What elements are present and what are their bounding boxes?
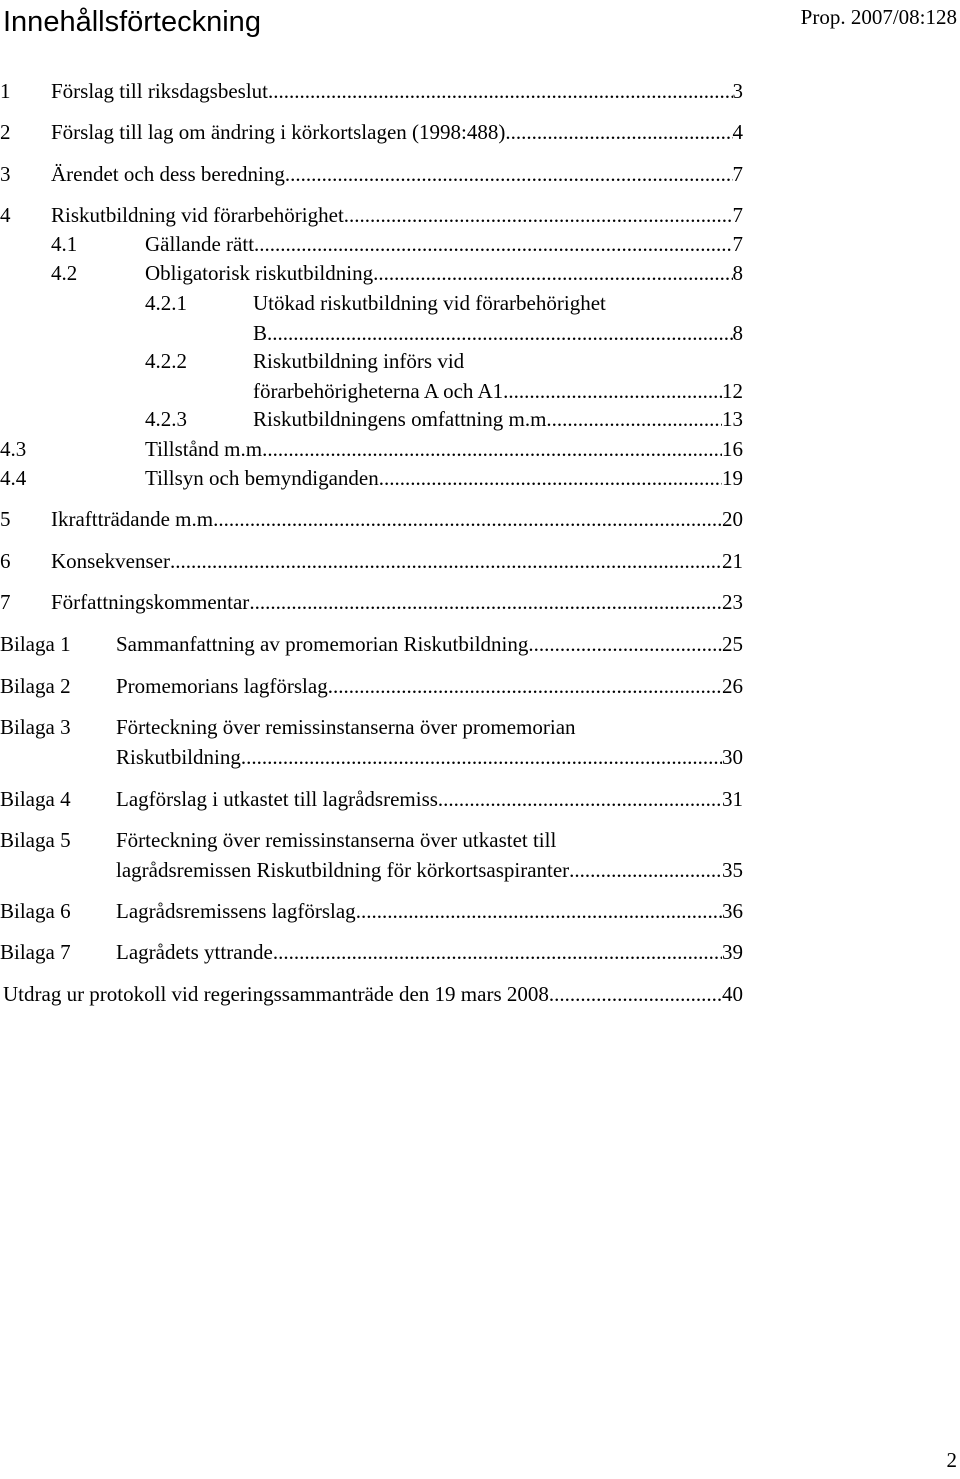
toc-entry-page: 23 bbox=[722, 590, 743, 614]
toc-leader-dots bbox=[438, 784, 722, 814]
proposition-reference: Prop. 2007/08:128 bbox=[800, 5, 957, 29]
toc-entry-title: förarbehörigheterna A och A1 bbox=[253, 379, 504, 403]
toc-entry-page: 12 bbox=[722, 379, 743, 403]
toc-entry-page: 4 bbox=[732, 120, 743, 144]
toc-entry-number: 4.2.3 bbox=[145, 407, 187, 431]
toc-leader-dots bbox=[218, 504, 722, 534]
toc-entry-number: 4.3 bbox=[0, 437, 27, 461]
toc-entry-number: 3 bbox=[0, 162, 11, 186]
toc-leader-dots bbox=[273, 937, 722, 967]
toc-entry-title-line1: Utökad riskutbildning vid förarbehörighet bbox=[253, 291, 606, 315]
toc-entry[interactable] bbox=[0, 200, 743, 230]
toc-entry[interactable] bbox=[0, 159, 743, 189]
toc-entry-page: 39 bbox=[722, 940, 743, 964]
toc-leader-dots bbox=[373, 258, 732, 288]
toc-entry-title-line1: Riskutbildning införs vid bbox=[253, 349, 465, 373]
toc-entry-number: 6 bbox=[0, 549, 11, 573]
toc-entry-title: Riskutbildningens omfattning m.m. bbox=[253, 407, 552, 431]
toc-entry-page: 35 bbox=[722, 858, 743, 882]
toc-entry[interactable] bbox=[0, 404, 743, 434]
toc-entry-title: Tillsyn och bemyndiganden bbox=[145, 466, 379, 490]
toc-entry[interactable] bbox=[0, 546, 743, 576]
toc-entry[interactable] bbox=[0, 288, 743, 348]
toc-entry-title: lagrådsremissen Riskutbildning för körkortsaspiranter bbox=[116, 858, 570, 882]
toc-leader-dots bbox=[267, 434, 722, 464]
toc-entry[interactable] bbox=[0, 346, 743, 406]
toc-entry-title: Tillstånd m.m. bbox=[145, 437, 268, 461]
toc-entry-page: 36 bbox=[722, 899, 743, 923]
toc-entry-page: 16 bbox=[722, 437, 743, 461]
toc-leader-dots bbox=[267, 318, 732, 348]
toc-leader-dots bbox=[503, 376, 722, 406]
toc-entry-title: Ärendet och dess beredning bbox=[51, 162, 285, 186]
toc-leader-dots bbox=[241, 742, 722, 772]
toc-entry-page: 31 bbox=[722, 787, 743, 811]
toc-entry-number: Bilaga 4 bbox=[0, 787, 71, 811]
toc-entry[interactable] bbox=[0, 463, 743, 493]
toc-entry[interactable] bbox=[0, 76, 743, 106]
toc-leader-dots bbox=[552, 404, 722, 434]
toc-entry-page: 40 bbox=[722, 982, 743, 1006]
toc-entry-title: Sammanfattning av promemorian Riskutbildning bbox=[116, 632, 529, 656]
toc-entry-title-line1: Förteckning över remissinstanserna över utkastet till bbox=[116, 828, 557, 852]
toc-entry-number: Bilaga 3 bbox=[0, 715, 71, 739]
toc-leader-dots bbox=[379, 463, 722, 493]
toc-entry-number: 4.2.2 bbox=[145, 349, 187, 373]
toc-leader-dots bbox=[505, 117, 732, 147]
toc-entry-page: 7 bbox=[732, 232, 743, 256]
toc-entry-title: Lagrådsremissens lagförslag bbox=[116, 899, 356, 923]
toc-entry-appendix[interactable] bbox=[0, 629, 743, 659]
toc-entry[interactable] bbox=[0, 117, 743, 147]
toc-entry-page: 3 bbox=[732, 79, 743, 103]
toc-entry-page: 7 bbox=[732, 162, 743, 186]
toc-entry-number: 4.1 bbox=[51, 232, 78, 256]
toc-entry-protocol-extract[interactable] bbox=[0, 979, 743, 1009]
toc-entry-title: Obligatorisk riskutbildning bbox=[145, 261, 374, 285]
toc-entry-number: 1 bbox=[0, 79, 11, 103]
toc-entry-page: 25 bbox=[722, 632, 743, 656]
toc-entry-page: 26 bbox=[722, 674, 743, 698]
toc-entry-appendix[interactable] bbox=[0, 784, 743, 814]
toc-entry-page: 8 bbox=[732, 261, 743, 285]
toc-leader-dots bbox=[285, 159, 733, 189]
toc-leader-dots bbox=[328, 671, 722, 701]
toc-entry-page: 30 bbox=[722, 745, 743, 769]
toc-entry-number: 4.2 bbox=[51, 261, 78, 285]
toc-entry[interactable] bbox=[0, 258, 743, 288]
toc-entry[interactable] bbox=[0, 587, 743, 617]
toc-entry[interactable] bbox=[0, 504, 743, 534]
toc-entry-number: Bilaga 2 bbox=[0, 674, 71, 698]
toc-entry-appendix[interactable] bbox=[0, 671, 743, 701]
toc-entry-number: 4.4 bbox=[0, 466, 27, 490]
toc-entry-number: Bilaga 7 bbox=[0, 940, 71, 964]
toc-entry-title: Förslag till riksdagsbeslut bbox=[51, 79, 268, 103]
toc-entry-number: 5 bbox=[0, 507, 11, 531]
toc-entry-title: Riskutbildning bbox=[116, 745, 241, 769]
toc-leader-dots bbox=[554, 979, 722, 1009]
toc-entry-title: Promemorians lagförslag bbox=[116, 674, 328, 698]
toc-entry-title: Utdrag ur protokoll vid regeringssammanträde den 19 mars 2008. bbox=[3, 982, 555, 1006]
toc-entry-title: Riskutbildning vid förarbehörighet bbox=[51, 203, 344, 227]
toc-leader-dots bbox=[356, 896, 722, 926]
toc-entry-title: B bbox=[253, 321, 268, 345]
toc-entry-title: Lagrådets yttrande bbox=[116, 940, 273, 964]
toc-leader-dots bbox=[268, 76, 733, 106]
toc-entry-title: Lagförslag i utkastet till lagrådsremiss bbox=[116, 787, 438, 811]
toc-entry-page: 19 bbox=[722, 466, 743, 490]
page-title: Innehållsförteckning bbox=[3, 6, 261, 38]
toc-entry-title-line1: Förteckning över remissinstanserna över promemorian bbox=[116, 715, 576, 739]
toc-entry-page: 13 bbox=[722, 407, 743, 431]
toc-leader-dots bbox=[249, 587, 722, 617]
toc-entry-number: 4 bbox=[0, 203, 11, 227]
page-number: 2 bbox=[946, 1448, 957, 1472]
toc-entry-title: Författningskommentar bbox=[51, 590, 250, 614]
toc-leader-dots bbox=[344, 200, 733, 230]
toc-entry-appendix[interactable] bbox=[0, 712, 743, 772]
toc-leader-dots bbox=[170, 546, 722, 576]
toc-entry[interactable] bbox=[0, 229, 743, 259]
toc-leader-dots bbox=[254, 229, 732, 259]
toc-leader-dots bbox=[528, 629, 722, 659]
toc-entry-number: Bilaga 1 bbox=[0, 632, 71, 656]
toc-entry-title: Konsekvenser bbox=[51, 549, 170, 573]
toc-entry-page: 21 bbox=[722, 549, 743, 573]
toc-entry-number: 2 bbox=[0, 120, 11, 144]
toc-entry-page: 20 bbox=[722, 507, 743, 531]
toc-entry-page: 7 bbox=[732, 203, 743, 227]
toc-entry-title: Ikraftträdande m.m. bbox=[51, 507, 219, 531]
toc-entry-title: Förslag till lag om ändring i körkortslagen (1998:488) bbox=[51, 120, 506, 144]
toc-entry-number: Bilaga 5 bbox=[0, 828, 71, 852]
toc-entry-appendix[interactable] bbox=[0, 896, 743, 926]
toc-entry-number: Bilaga 6 bbox=[0, 899, 71, 923]
toc-entry-appendix[interactable] bbox=[0, 825, 743, 885]
toc-entry-title: Gällande rätt bbox=[145, 232, 255, 256]
toc-leader-dots bbox=[569, 855, 722, 885]
toc-entry-appendix[interactable] bbox=[0, 937, 743, 967]
toc-entry-page: 8 bbox=[732, 321, 743, 345]
toc-entry-number: 4.2.1 bbox=[145, 291, 187, 315]
toc-entry[interactable] bbox=[0, 434, 743, 464]
toc-entry-number: 7 bbox=[0, 590, 11, 614]
